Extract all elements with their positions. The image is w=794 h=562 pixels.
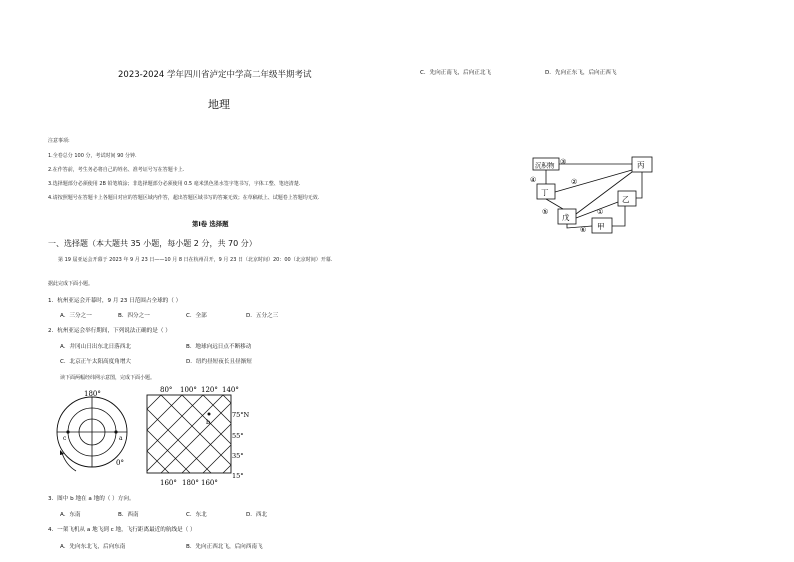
lat-label: 75°N (232, 411, 250, 419)
lon-label: 120° (201, 386, 218, 394)
question-stem: 3．图中 b 地在 a 地的（ ）方向。 (48, 496, 135, 502)
circled-number: ④ (530, 176, 537, 184)
option: A．先向东北飞，后向东南 (60, 544, 126, 550)
option: A．三分之一 (60, 313, 92, 319)
map-intro: 读下面两幅经纬网示意图，完成下面小题。 (60, 375, 156, 381)
lon-label: 160° (201, 479, 218, 487)
option: C．先向正南飞，后向正北飞 (420, 70, 492, 76)
option: A．东南 (60, 512, 81, 518)
lon-label: 100° (180, 386, 197, 394)
box-label: 丙 (637, 160, 645, 170)
lon-label: 140° (222, 386, 239, 394)
option: C．北京正午太阳高度角增大 (60, 359, 132, 365)
section-title: 第Ⅰ卷 选择题 (192, 220, 229, 228)
subject-title: 地理 (208, 98, 230, 111)
option: B．先向正西北飞，后向西南飞 (186, 544, 263, 550)
note-item: 1.全卷总分 100 分，考试时间 90 分钟. (48, 153, 137, 159)
option: B．西南 (118, 512, 139, 518)
question-stem: 4．一架飞机从 a 地飞到 c 地，飞行距离最近的航线是（ ） (48, 527, 196, 533)
option: D．先向正东飞，后向正西飞 (545, 70, 617, 76)
box-label: 沉积物 (535, 161, 555, 170)
rock-cycle-diagram (525, 152, 665, 240)
option: D．纽约昼短夜长且昼渐短 (186, 359, 252, 365)
lon-label: 80° (160, 386, 173, 394)
point-a-label: a (119, 435, 123, 442)
box-label: 戊 (562, 213, 570, 222)
circled-number: ② (571, 178, 578, 186)
polar-bottom-label: 0° (116, 459, 124, 467)
option: D．西北 (246, 512, 268, 518)
option: B．地球向远日点不断移动 (186, 344, 252, 350)
note-item: 3.选择题部分必须使用 2B 铅笔填涂；非选择题部分必须使用 0.5 毫米黑色墨水签字笔书写，字体工整、笔迹清楚. (48, 181, 301, 187)
note-item: 4.请按照题号在答题卡上各题目对应的答题区域内作答，超出答题区域书写的答案无效；在草稿纸上、试题卷上答题均无效. (48, 195, 320, 201)
lat-label: 55° (232, 432, 244, 440)
option: D．五分之三 (246, 313, 279, 319)
box-label: 乙 (622, 195, 630, 204)
box-label: 丁 (541, 188, 549, 197)
option: C．全部 (186, 313, 207, 319)
point-c-label: c (63, 435, 67, 442)
intro-text: 第 19 届亚运会开幕于 2023 年 9 月 23 日——10 月 8 日在杭州召开，9 月 23 日（北京时间）20：00（北京时间）开幕. (58, 257, 333, 263)
question-stem: 2．杭州亚运会举行期间，下列说法正确的是（ ） (48, 328, 171, 334)
instruction-text: 据此完成下面小题。 (48, 281, 94, 287)
lon-label: 160° (160, 479, 177, 487)
circled-number: ⑤ (542, 208, 549, 216)
lon-label: 180° (182, 479, 199, 487)
grid-map (145, 385, 255, 487)
option: C．东北 (186, 512, 207, 518)
circled-number: ⑥ (580, 226, 587, 234)
circled-number: ① (597, 208, 604, 216)
point-b-label: b (206, 418, 211, 426)
polar-top-label: 180° (84, 390, 101, 398)
lat-label: 35° (232, 452, 244, 460)
note-item: 2.在作答前，考生务必将自己的姓名、准考证号写在答题卡上. (48, 167, 185, 173)
box-label: 甲 (597, 222, 605, 231)
option: B．四分之一 (118, 313, 150, 319)
part-title: 一、选择题（本大题共 35 小题，每小题 2 分，共 70 分） (48, 239, 257, 248)
polar-diagram (40, 385, 140, 480)
exam-title: 2023-2024 学年四川省泸定中学高二年级半期考试 (118, 70, 312, 80)
lat-label: 15° (232, 472, 244, 480)
question-stem: 1．杭州亚运会开幕时，9 月 23 日范围占全球的（ ） (48, 298, 182, 304)
circled-number: ③ (560, 158, 567, 166)
option: A．井冈山日出东北日落西北 (60, 344, 131, 350)
notes-heading: 注意事项: (48, 138, 70, 144)
